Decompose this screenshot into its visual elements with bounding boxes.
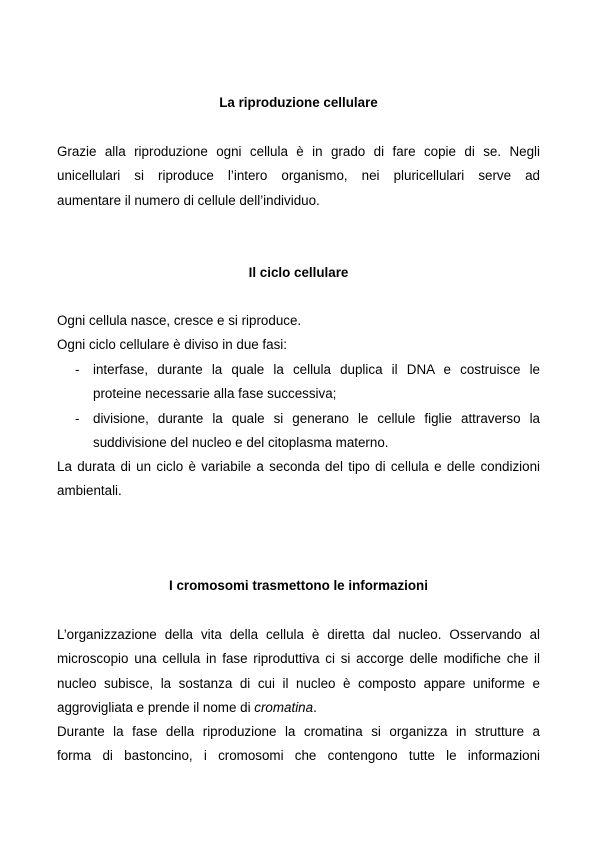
text-fragment: . (313, 699, 317, 715)
text-line: suddivisione del nucleo e del citoplasma materno. (93, 434, 389, 450)
paragraph-ciclo-outro (57, 455, 540, 504)
text-line: interfase, durante la quale la cellula duplica il DNA e costruisce le (93, 362, 540, 377)
section-heading-ciclo: Il ciclo cellulare (248, 265, 349, 280)
document-page (57, 0, 540, 842)
text-line: unicellulari si riproduce l’intero organismo, nei pluricellulari serve ad (57, 168, 540, 184)
list-item (57, 358, 540, 407)
phases-list (57, 358, 540, 455)
text-line: divisione, durante la quale si generano le cellule figlie attraverso la (93, 410, 540, 426)
text-fragment: aggrovigliata e prende il nome di (57, 699, 255, 715)
text-line: aumentare il numero di cellule dell’individuo. (57, 192, 320, 208)
text-line: nucleo subisce, la sostanza di cui il nucleo è composto appare uniforme e (57, 675, 540, 691)
paragraph-cromosomi (57, 623, 540, 769)
text-line: L’organizzazione della vita della cellula è diretta dal nucleo. Osservando al (57, 627, 540, 642)
italic-term-cromatina: cromatina (254, 699, 314, 715)
list-dash: - (75, 362, 80, 377)
section-heading-riproduzione: La riproduzione cellulare (219, 95, 378, 110)
text-line (57, 696, 540, 720)
text-line: Grazie alla riproduzione ogni cellula è in grado di fare copie di se. Negli (57, 144, 540, 159)
list-dash: - (75, 410, 80, 426)
text-line: forma di bastoncino, i cromosomi che contengono tutte le informazioni (57, 748, 540, 764)
text-line: Durante la fase della riproduzione la cromatina si organizza in strutture a (57, 724, 540, 740)
paragraph-ciclo-intro (57, 309, 540, 358)
text-line: Ogni ciclo cellulare è diviso in due fasi: (57, 337, 287, 353)
text-line: proteine necessarie alla fase successiva; (93, 386, 337, 402)
list-item (57, 407, 540, 456)
text-line: microscopio una cellula in fase riproduttiva ci si accorge delle modifiche che il (57, 651, 540, 667)
text-line: La durata di un ciclo è variabile a seconda del tipo di cellula e delle condizioni (57, 459, 540, 474)
section-heading-cromosomi: I cromosomi trasmettono le informazioni (169, 578, 428, 593)
paragraph-riproduzione (57, 140, 540, 213)
text-line: ambientali. (57, 483, 122, 499)
text-line: Ogni cellula nasce, cresce e si riproduce. (57, 313, 302, 328)
